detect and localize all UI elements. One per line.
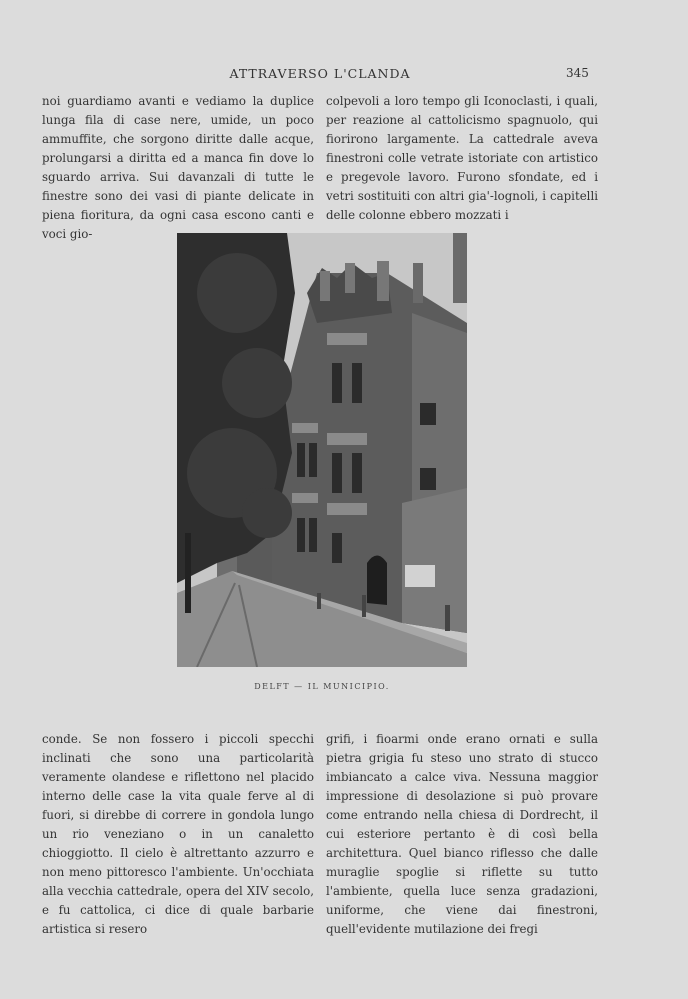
paragraph: conde. Se non fossero i piccoli specchi inclinati che sono una particolarità veramente olandese e riflettono nel placido interno delle case la vita quale ferve al di fuori, si direbbe di correre in gondola lungo un rio veneziano o in un canaletto chioggiotto. Il cielo è altrettanto azzurro e non meno pittoresco l'ambiente. Un'occhiata alla vecchia cattedrale, opera del XIV secolo, e fu cattolica, ci dice di quale barbarie artistica si resero bbox=[42, 732, 314, 936]
column-left-bottom bbox=[42, 730, 314, 939]
paragraph: grifi, i fioarmi onde erano ornati e sulla pietra grigia fu steso uno strato di stucco imbiancato a calce viva. Nessuna maggior impressione di desolazione si può provare come entrando nella chiesa di Dordrecht, il cui esteriore pertanto è di così bella architettura. Quel bianco riflesso che dalle muraglie spoglie si riflette su tutto l'ambiente, quella luce senza gradazioni, uniforme, che viene dai finestroni, quell'evidente mutilazione dei fregi bbox=[326, 732, 598, 936]
column-right-bottom bbox=[326, 730, 598, 939]
paragraph: colpevoli a loro tempo gli Iconoclasti, i quali, per reazione al cattolicismo spagnuolo, qui fiorirono largamente. La cattedrale aveva finestroni colle vetrate istoriate con artistico e pregevole lavoro. Furono sfondate, ed i vetri sostituiti con altri gia'-lognoli, i capitelli delle colonne ebbero mozzati i bbox=[326, 94, 598, 222]
paragraph: noi guardiamo avanti e vediamo la duplice lunga fila di case nere, umide, un poco ammuffite, che sorgono diritte dalle acque, prolungarsi a diritta ed a manca fin dove lo sguardo arriva. Sui davanzali di tutte le finestre sono dei vasi di piante delicate in piena fioritura, da ogni casa escono canti e voci gio- bbox=[42, 94, 314, 241]
page-number: 345 bbox=[566, 66, 589, 80]
town-hall-photo-illustration bbox=[177, 233, 467, 667]
running-header: ATTRAVERSO L'CLANDA bbox=[229, 66, 411, 81]
figure-caption: DELFT — IL MUNICIPIO. bbox=[254, 682, 390, 691]
column-left-top bbox=[42, 92, 314, 244]
figure-photo bbox=[177, 233, 467, 667]
column-right-top bbox=[326, 92, 598, 225]
